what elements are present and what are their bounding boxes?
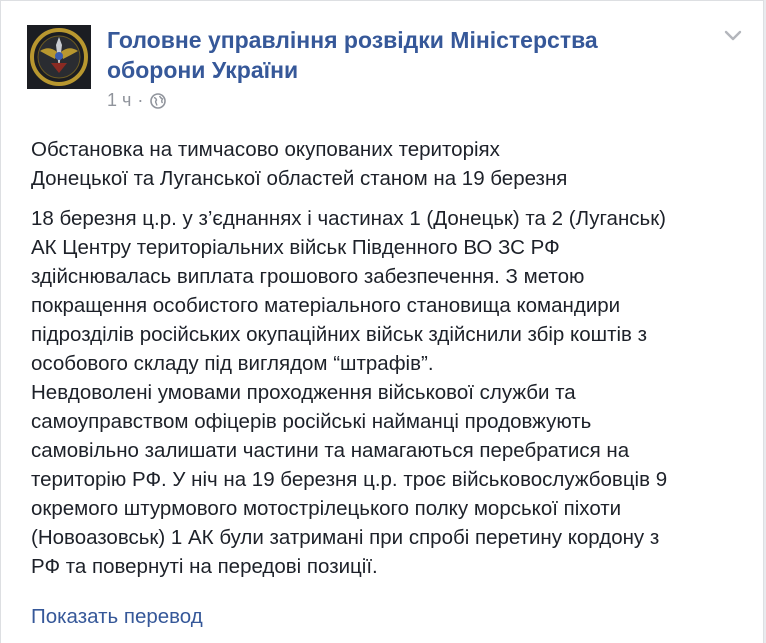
text-line: самовільно залишати частини та намагаються перебратися на bbox=[31, 439, 630, 462]
heading-line: Обстановка на тимчасово окупованих територіях bbox=[31, 138, 500, 161]
text-line: РФ та повернуті на передові позиції. bbox=[31, 555, 378, 578]
text-line: покращення особистого матеріального становища командири bbox=[31, 294, 621, 317]
text-line: підрозділів російських окупаційних військ здійснили збір коштів з bbox=[31, 323, 648, 346]
post-body bbox=[31, 135, 743, 581]
globe-icon[interactable] bbox=[150, 93, 166, 109]
text-line: окремого штурмового мотострілецького полку морської піхоти bbox=[31, 497, 622, 520]
text-line: (Новоазовськ) 1 АК були затримані при спробі перетину кордону з bbox=[31, 526, 660, 549]
post-heading bbox=[31, 135, 743, 193]
text-line: здійснювалась виплата грошового забезпечення. З метою bbox=[31, 265, 585, 288]
show-translation-link[interactable]: Показать перевод bbox=[31, 605, 203, 628]
heading-line: Донецької та Луганської областей станом на 19 березня bbox=[31, 167, 568, 190]
text-line: АК Центру територіальних військ Південного ВО ЗС РФ bbox=[31, 236, 560, 259]
chevron-down-icon[interactable] bbox=[723, 29, 743, 43]
meta-separator: · bbox=[137, 90, 144, 110]
page-avatar[interactable] bbox=[27, 25, 91, 89]
text-line: самоуправством офіцерів російські найманці продовжують bbox=[31, 410, 592, 433]
post-timestamp[interactable]: 1 ч bbox=[107, 90, 132, 110]
post-meta bbox=[107, 90, 166, 111]
text-line: особового складу під виглядом “штрафів”. bbox=[31, 352, 434, 375]
text-line: 18 березня ц.р. у з’єднаннях і частинах 1 (Донецьк) та 2 (Луганськ) bbox=[31, 207, 666, 230]
page-name-link[interactable]: Головне управління розвідки Міністерства оборони України bbox=[107, 27, 598, 83]
text-line: Невдоволені умовами проходження військової служби та bbox=[31, 381, 576, 404]
emblem-icon bbox=[27, 25, 91, 89]
text-line: територію РФ. У ніч на 19 березня ц.р. троє військовослужбовців 9 bbox=[31, 468, 668, 491]
post-paragraph bbox=[31, 204, 743, 581]
